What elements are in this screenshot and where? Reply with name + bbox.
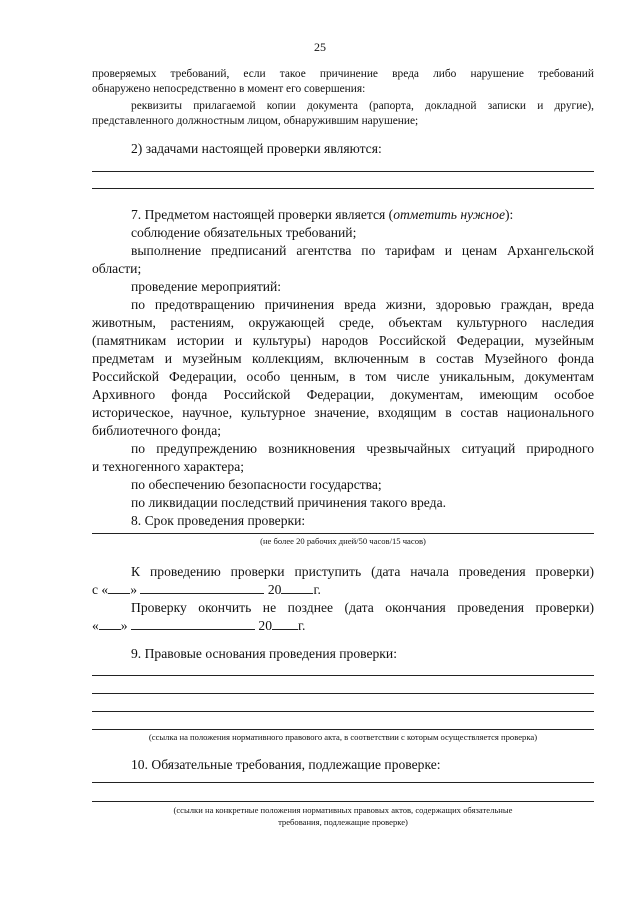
text-line: проверяемых требований, если такое причинение вреда либо нарушение требований (92, 68, 594, 80)
text-line: историческое, научное, культурное значение, входящим в состав национального (92, 405, 594, 420)
text-line: библиотечного фонда; (92, 423, 222, 438)
field-caption: (не более 20 рабочих дней/50 часов/15 часов) (260, 536, 426, 546)
text-line: по предотвращению причинения вреда жизни, здоровью граждан, вреда (131, 297, 594, 312)
fill-line[interactable] (92, 533, 594, 534)
section-10-title: 10. Обязательные требования, подлежащие проверке: (131, 757, 441, 772)
text-line: Проверку окончить не позднее (дата окончания проведения проверки) (131, 600, 594, 615)
text-line: предметам и музейным коллекциям, включенным в состав Музейного фонда (92, 351, 594, 366)
year-field[interactable] (272, 617, 298, 630)
field-caption: (ссылка на положения нормативного правового акта, в соответствии с которым осуществляется проверка) (148, 732, 538, 742)
month-field[interactable] (140, 581, 264, 594)
fill-line[interactable] (92, 693, 594, 694)
fill-line[interactable] (92, 782, 594, 783)
text-line: Архивного фонда Российской Федерации, документам, имеющим особое (92, 387, 594, 402)
fill-line[interactable] (92, 675, 594, 676)
text-line: проведение мероприятий: (131, 279, 282, 294)
text-line: реквизиты прилагаемой копии документа (рапорта, докладной записки и другие), (131, 100, 594, 112)
page-number: 25 (314, 40, 326, 54)
fill-line[interactable] (92, 801, 594, 802)
month-field[interactable] (131, 617, 255, 630)
text-line: выполнение предписаний агентства по тарифам и ценам Архангельской (131, 243, 594, 258)
fill-line[interactable] (92, 729, 594, 730)
fill-line[interactable] (92, 711, 594, 712)
section-7-title: 7. Предметом настоящей проверки является (отметить нужное): (131, 207, 514, 222)
text-line: Российской Федерации, особо ценным, в том числе уникальным, документам (92, 369, 594, 384)
day-field[interactable] (108, 581, 130, 594)
text-line: по обеспечению безопасности государства; (131, 477, 382, 492)
text-line: животным, растениям, окружающей среде, объектам культурного наследия (92, 315, 594, 330)
end-date-line: « » 20 г. (92, 618, 306, 633)
text-line: представленного должностным лицом, обнаружившим нарушение; (92, 115, 419, 127)
emphasis: отметить нужное (393, 207, 506, 222)
day-field[interactable] (99, 617, 121, 630)
section-8-title: 8. Срок проведения проверки: (131, 513, 306, 528)
text-line: К проведению проверки приступить (дата начала проведения проверки) (131, 564, 594, 579)
text-line: по ликвидации последствий причинения такого вреда. (131, 495, 447, 510)
text-line: и техногенного характера; (92, 459, 245, 474)
text-line: (памятникам истории и культуры) народов Российской Федерации, музейным (92, 333, 594, 348)
text-line: области; (92, 261, 142, 276)
text-line: соблюдение обязательных требований; (131, 225, 357, 240)
start-date-line: с « » 20 г. (92, 582, 321, 597)
fill-line[interactable] (92, 188, 594, 189)
fill-line[interactable] (92, 171, 594, 172)
field-caption: требования, подлежащие проверке) (278, 817, 408, 827)
tasks-label: 2) задачами настоящей проверки являются: (131, 141, 382, 156)
text-line: обнаружено непосредственно в момент его совершения: (92, 83, 366, 95)
field-caption: (ссылки на конкретные положения нормативных правовых актов, содержащих обязательные (173, 805, 513, 815)
text-line: по предупреждению возникновения чрезвычайных ситуаций природного (131, 441, 594, 456)
year-field[interactable] (281, 581, 313, 594)
section-9-title: 9. Правовые основания проведения проверки: (131, 646, 397, 661)
